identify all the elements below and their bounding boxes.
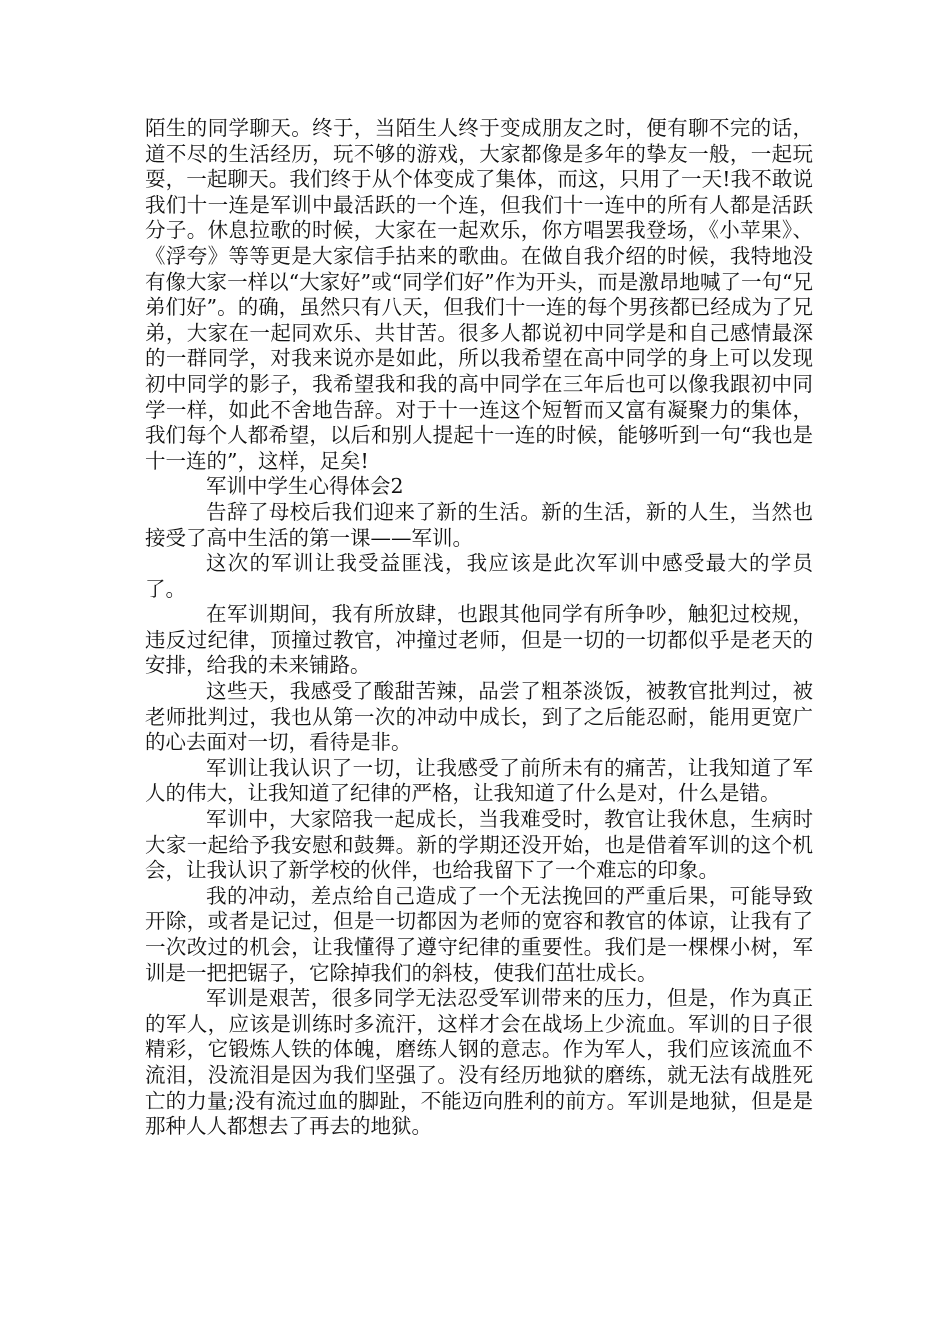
section-heading: 军训中学生心得体会2	[206, 474, 404, 499]
paragraph-5: 这些天，我感受了酸甜苦辣，品尝了粗茶淡饭，被教官批判过，被老师批判过，我也从第一次的冲动中成长，到了之后能忍耐，能用更宽广的心去面对一切，看待是非。	[145, 679, 813, 755]
paragraph-1: 陌生的同学聊天。终于，当陌生人终于变成朋友之时，便有聊不完的话，道不尽的生活经历，玩不够的游戏，大家都像是多年的挚友一般，一起玩耍，一起聊天。我们终于从个体变成了集体，而这，只用了一天!我不敢说我们十一连是军训中最活跃的一个连，但我们十一连中的所有人都是活跃分子。休息拉歌的时候，大家在一起欢乐，你方唱罢我登场，《小苹果》、《浮夸》等等更是大家信手拈来的歌曲。在做自我介绍的时候，我特地没有像大家一样以“大家好”或“同学们好”作为开头，而是激昂地喊了一句“兄弟们好”。的确，虽然只有八天，但我们十一连的每个男孩都已经成为了兄弟，大家在一起同欢乐、共甘苦。很多人都说初中同学是和自己感情最深的一群同学，对我来说亦是如此，所以我希望在高中同学的身上可以发现初中同学的影子，我希望我和我的高中同学在三年后也可以像我跟初中同学一样，如此不舍地告辞。对于十一连这个短暂而又富有凝聚力的集体，我们每个人都希望，以后和别人提起十一连的时候，能够听到一句“我也是十一连的”，这样，足矣!	[145, 116, 813, 473]
paragraph-7: 军训中，大家陪我一起成长，当我难受时，教官让我休息，生病时大家一起给予我安慰和鼓舞。新的学期还没开始，也是借着军训的这个机会，让我认识了新学校的伙伴，也给我留下了一个难忘的印象。	[145, 807, 813, 883]
document-body	[145, 116, 813, 1140]
paragraph-8: 我的冲动，差点给自己造成了一个无法挽回的严重后果，可能导致开除，或者是记过，但是一切都因为老师的宽容和教官的体谅，让我有了一次改过的机会，让我懂得了遵守纪律的重要性。我们是一棵棵小树，军训是一把把锯子，它除掉我们的斜枝，使我们茁壮成长。	[145, 883, 813, 985]
paragraph-2: 告辞了母校后我们迎来了新的生活。新的生活，新的人生，当然也接受了高中生活的第一课——军训。	[145, 499, 813, 550]
paragraph-3: 这次的军训让我受益匪浅，我应该是此次军训中感受最大的学员了。	[145, 551, 813, 601]
paragraph-4: 在军训期间，我有所放肆，也跟其他同学有所争吵，触犯过校规，违反过纪律，顶撞过教官，冲撞过老师，但是一切的一切都似乎是老天的安排，给我的未来铺路。	[145, 602, 813, 678]
paragraph-6: 军训让我认识了一切，让我感受了前所未有的痛苦，让我知道了军人的伟大，让我知道了纪律的严格，让我知道了什么是对，什么是错。	[145, 755, 813, 806]
paragraph-9: 军训是艰苦，很多同学无法忍受军训带来的压力，但是，作为真正的军人，应该是训练时多流汗，这样才会在战场上少流血。军训的日子很精彩，它锻炼人铁的体魄，磨练人钢的意志。作为军人，我们应该流血不流泪，没流泪是因为我们坚强了。没有经历地狱的磨练，就无法有战胜死亡的力量;没有流过血的脚趾，不能迈向胜利的前方。军训是地狱，但是是那种人人都想去了再去的地狱。	[145, 986, 813, 1139]
